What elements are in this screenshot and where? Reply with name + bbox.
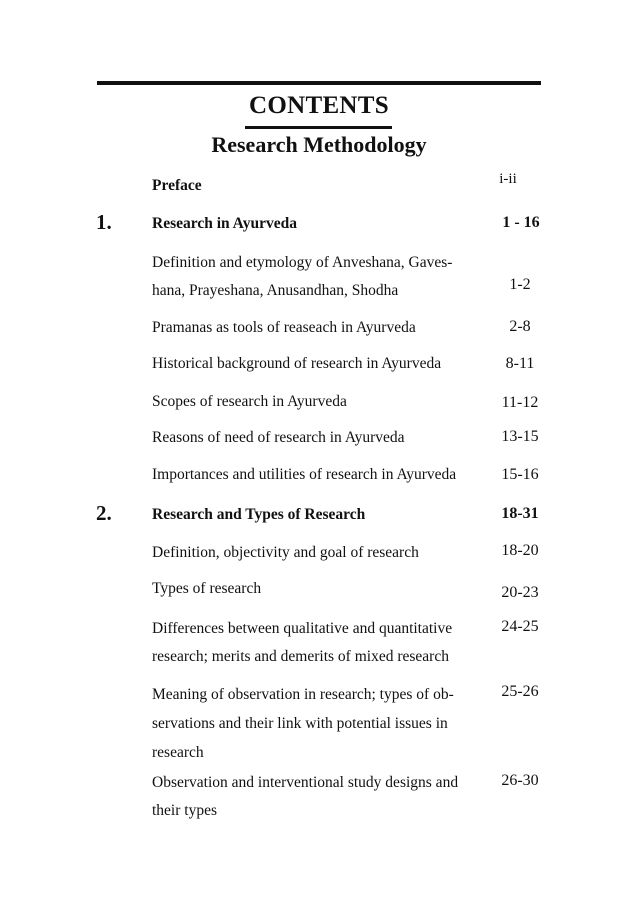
toc-entry-scopes: Scopes of research in Ayurveda xyxy=(152,393,347,410)
toc-page-scopes: 11-12 xyxy=(501,394,539,411)
page-subtitle: Research Methodology xyxy=(211,132,427,157)
toc-page-preface: i-ii xyxy=(499,171,517,187)
chapter-number-1: 1. xyxy=(96,210,112,234)
top-rule xyxy=(97,81,541,85)
toc-entry-observation-interventional: Observation and interventional study designs and their types xyxy=(152,774,459,819)
toc-page-meaning-of-observation: 25-26 xyxy=(501,683,539,700)
toc-page-importances: 15-16 xyxy=(501,466,539,483)
toc-page-differences: 24-25 xyxy=(501,618,539,635)
toc-entry-chapter-2: Research and Types of Research xyxy=(152,506,366,523)
page-title: CONTENTS xyxy=(249,92,389,119)
toc-page-types-of-research: 20-23 xyxy=(501,584,539,601)
toc-entry-preface: Preface xyxy=(152,177,202,194)
toc-entry-differences: Differences between qualitative and quantitative research; merits and demerits of mixed research xyxy=(152,620,453,665)
toc-page-historical-background: 8-11 xyxy=(505,355,535,372)
toc-page-definition-objectivity: 18-20 xyxy=(501,542,539,559)
toc-entry-pramanas: Pramanas as tools of reaseach in Ayurveda xyxy=(152,319,416,336)
toc-page-observation-interventional: 26-30 xyxy=(501,772,539,789)
toc-page-chapter-2: 18-31 xyxy=(501,505,539,522)
toc-entry-meaning-of-observation: Meaning of observation in research; types of ob-servations and their link with potential issues in research xyxy=(152,686,454,761)
toc-entry-types-of-research: Types of research xyxy=(152,580,262,597)
toc-entry-reasons: Reasons of need of research in Ayurveda xyxy=(152,429,405,446)
toc-entry-definition-objectivity: Definition, objectivity and goal of research xyxy=(152,544,419,561)
title-underline xyxy=(245,126,392,129)
toc-page-reasons: 13-15 xyxy=(501,428,539,445)
toc-entry-historical-background: Historical background of research in Ayurveda xyxy=(152,355,442,372)
toc-entry-chapter-1: Research in Ayurveda xyxy=(152,215,297,232)
toc-entry-definition-etymology: Definition and etymology of Anveshana, Gaves-hana, Prayeshana, Anusandhan, Shodha xyxy=(152,254,453,299)
toc-page-pramanas: 2-8 xyxy=(509,318,531,335)
toc-page-definition-etymology: 1-2 xyxy=(509,276,531,293)
chapter-number-2: 2. xyxy=(96,501,112,525)
toc-page-chapter-1: 1 - 16 xyxy=(502,214,540,231)
toc-entry-importances: Importances and utilities of research in Ayurveda xyxy=(152,466,457,483)
